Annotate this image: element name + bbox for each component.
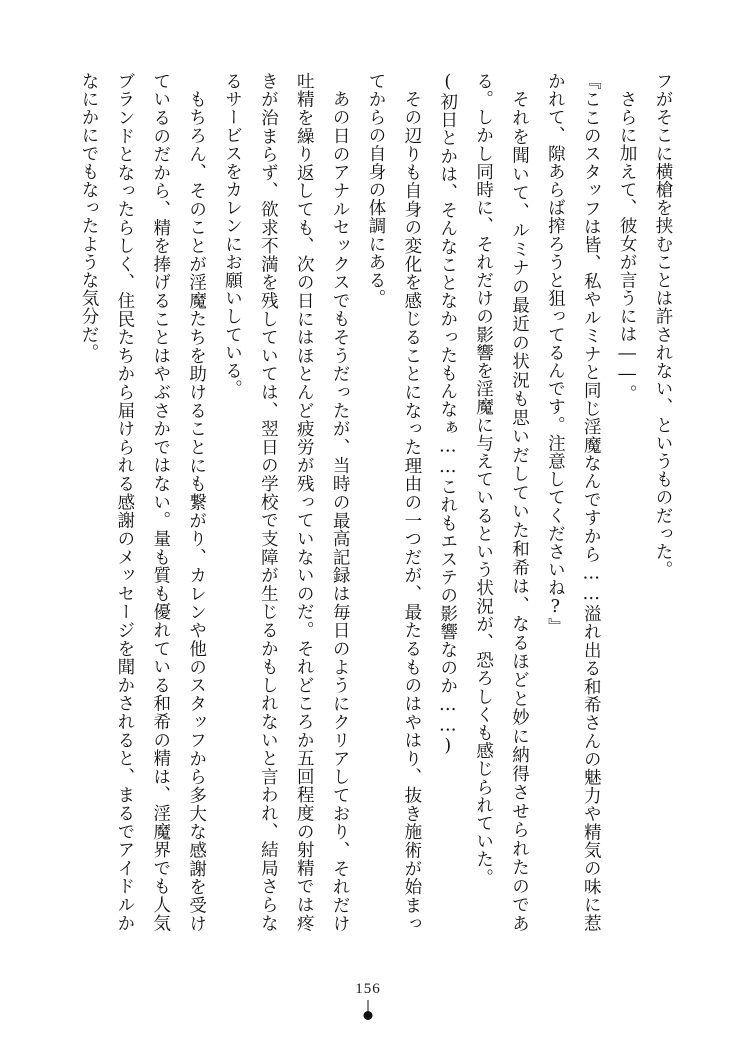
- paragraph-6: その辺りも自身の変化を感じることになった理由の一つだが、最たるものはやはり、抜き施術が始まってからの自身の体調にある。: [366, 72, 422, 932]
- paragraph-8: もちろん、そのことが淫魔たちを助けることにも繋がり、カレンや他のスタッフから多大な感謝を受けているのだから、精を捧げることはやぶさかではない。量も質も優れている和希の精は、淫魔界でも人気ブランドとなったらしく、住民たちから届けられる感謝のメッセージを聞かされると、まるでアイドルかなにかにでもなったような気分だ。: [79, 72, 207, 932]
- page-text-body: [60, 72, 680, 932]
- paragraph-7: あの日のアナルセックスでもそうだったが、当時の最高記録は毎日のようにクリアしており、それだけ吐精を繰り返しても、次の日にはほとんど疲労が残っていないのだ。それどころか五回程度の射精では疼きが治まらず、欲求不満を残していては、翌日の学校で支障が生じるかもしれないと言われ、結局さらなるサービスをカレンにお願いしている。: [222, 72, 351, 932]
- paragraph-4: それを聞いて、ルミナの最近の状況も思いだしていた和希は、なるほどと妙に納得させられたのである。しかし同時に、それだけの影響を淫魔に与えているという状況が、恐ろしくも感じられていた。: [473, 72, 530, 932]
- paragraph-3: 『ここのスタッフは皆、私やルミナと同じ淫魔なんですから……溢れ出る和希さんの魅力や精気の味に惹かれて、隙あらば搾ろうと狙ってるんです。注意してくださいね?』: [545, 72, 602, 932]
- page-number: 156: [355, 981, 381, 997]
- paragraph-2: さらに加えて、彼女が言うには――。: [617, 89, 638, 403]
- paragraph-1: フがそこに横槍を挟むことは許されない、というものだった。: [653, 72, 673, 579]
- ornament-dot-icon: [364, 1011, 373, 1020]
- paragraph-5: (初日とかは、そんなことなかったもんなぁ……これもエステの影響なのか……): [437, 72, 458, 757]
